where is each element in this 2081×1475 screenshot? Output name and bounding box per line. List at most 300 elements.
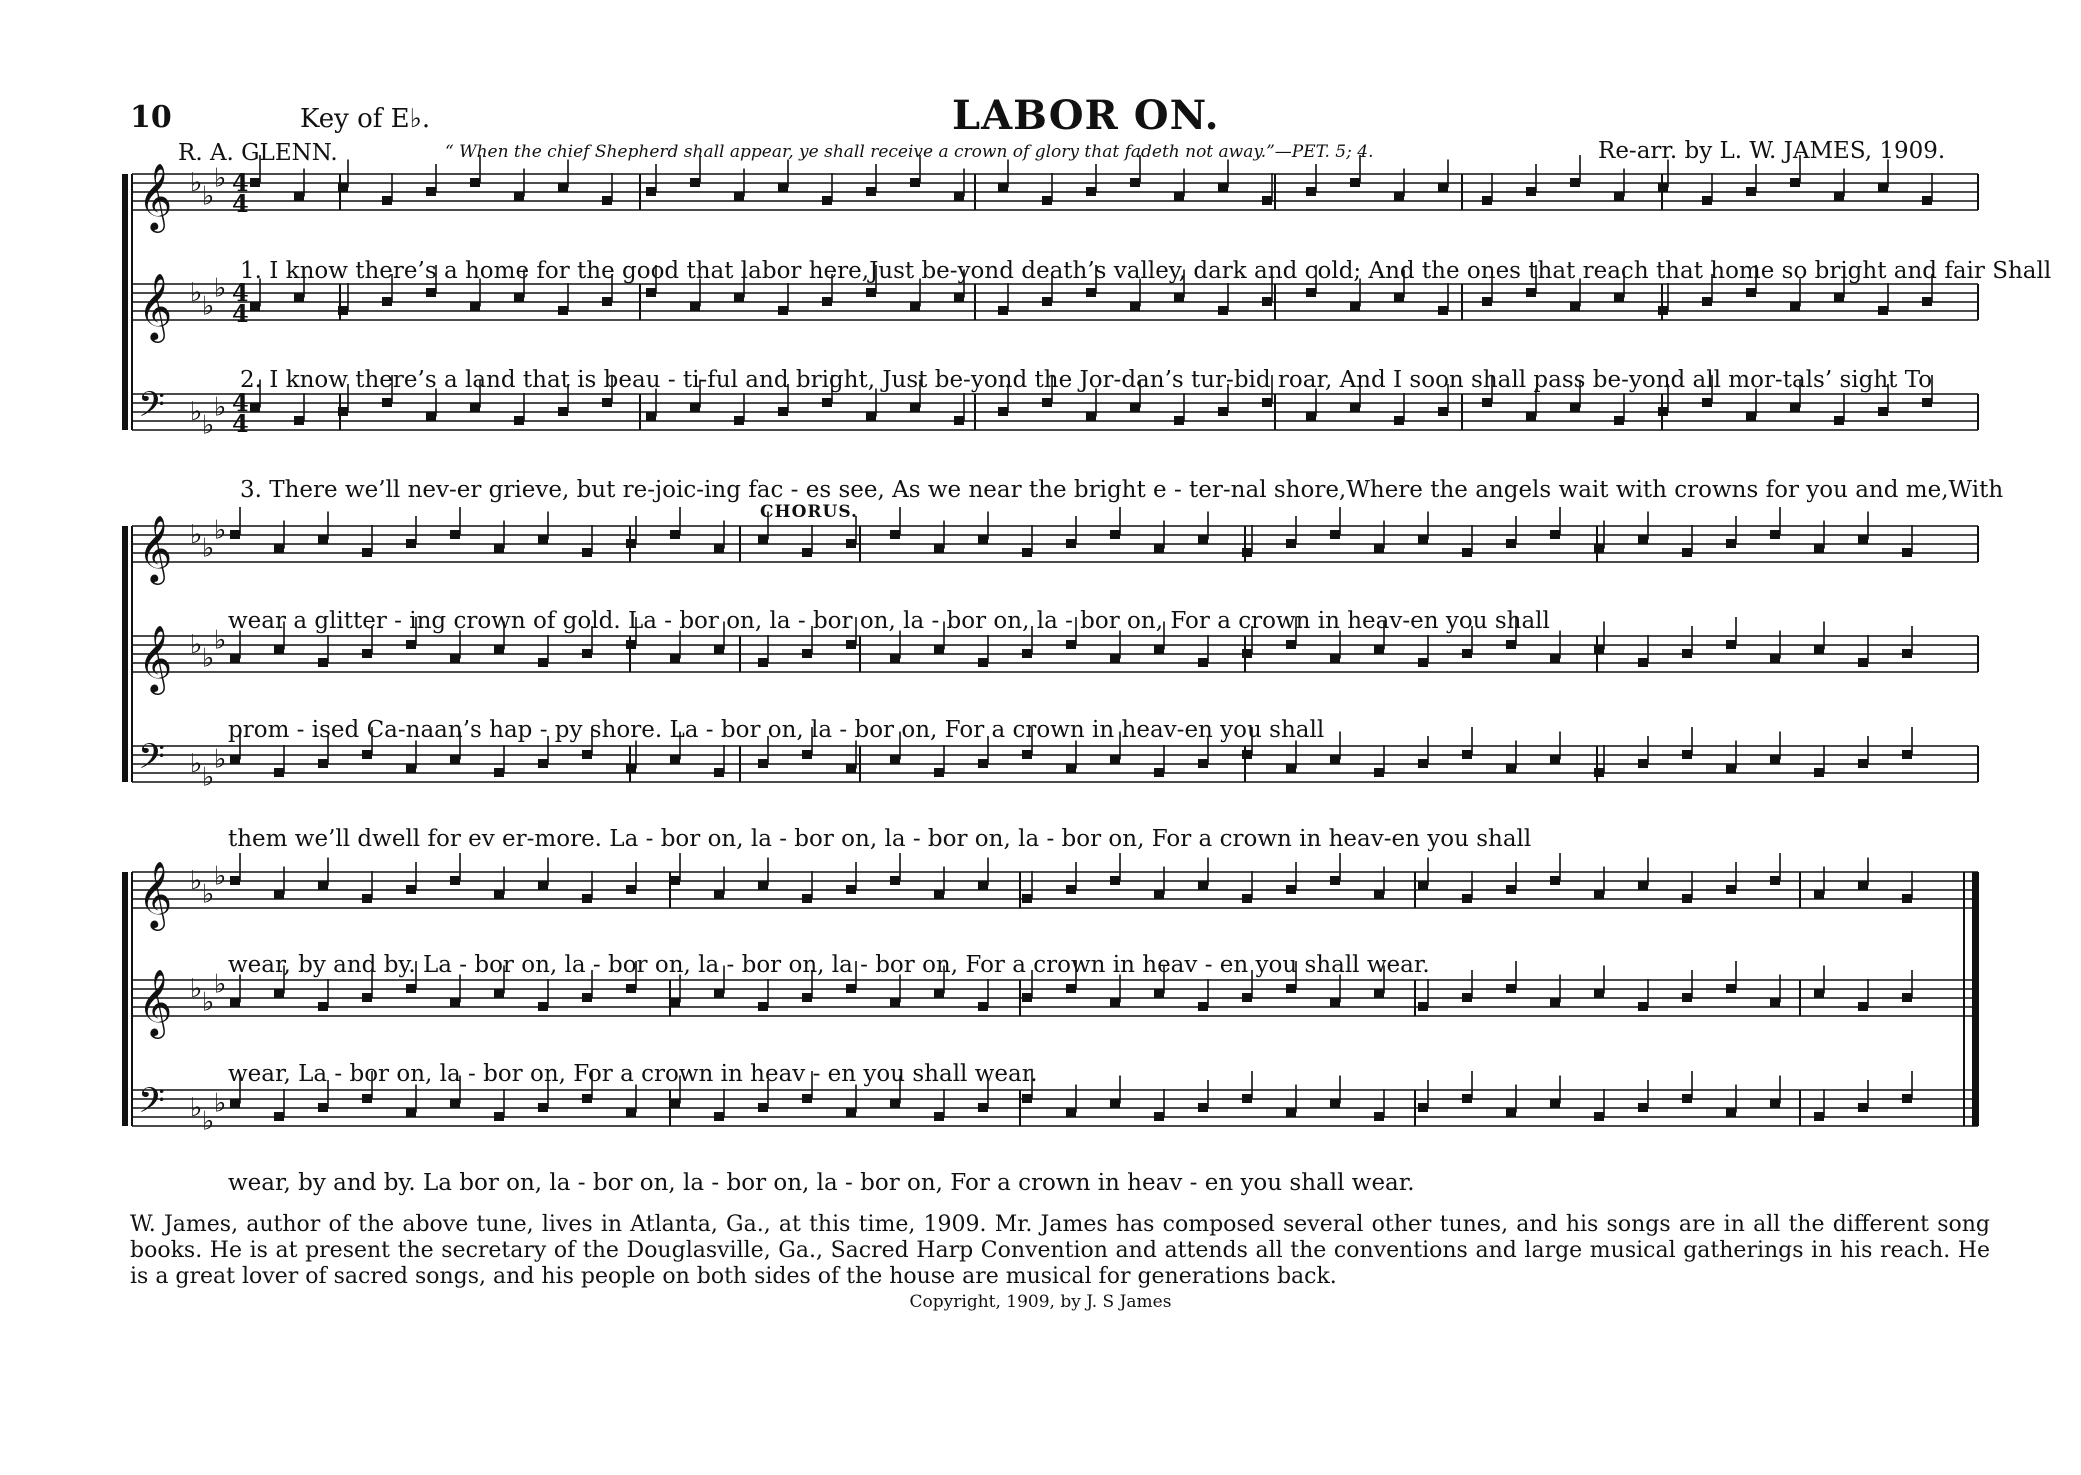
note-head: [1902, 894, 1912, 903]
note-head: [1110, 998, 1120, 1007]
note-head: [1418, 759, 1428, 768]
note-head: [1066, 885, 1076, 894]
note-head: [1814, 544, 1824, 553]
note-head: [1462, 1094, 1472, 1103]
note-head: [1682, 548, 1692, 557]
note-head: [890, 998, 900, 1007]
composer-biography: W. James, author of the above tune, lives in Atlanta, Ga., at this time, 1909. Mr. James has composed several other tunes, and his songs are in all the different song books. He is at present the secretary of the Douglasville, Ga., Sacred Harp Convention and attends all the conventions and large musical gatherings in his reach. He is a great lover of sacred songs, and his people on both sides of the house are musical for generations back.: [130, 1212, 1990, 1289]
note-head: [890, 755, 900, 764]
note-head: [1110, 530, 1120, 539]
note-head: [558, 407, 568, 416]
note-head: [1550, 998, 1560, 1007]
bass-clef-icon: 𝄢: [138, 1080, 166, 1129]
note-head: [250, 403, 260, 412]
note-head: [406, 885, 416, 894]
note-head: [362, 894, 372, 903]
note-head: [954, 293, 964, 302]
note-head: [250, 302, 260, 311]
note-head: [1594, 1112, 1604, 1121]
note-head: [558, 183, 568, 192]
note-head: [866, 288, 876, 297]
lyric-line-verse-2: 2. I know there’s a land that is beau - ti-ful and bright, Just be-yond the Jor-dan’s tur-bid roar, And I soon shall pass be-yond all mor-tals’ sight To: [240, 367, 1933, 393]
note-head: [822, 398, 832, 407]
note-head: [626, 885, 636, 894]
note-head: [514, 293, 524, 302]
note-head: [822, 196, 832, 205]
note-head: [734, 192, 744, 201]
flat-sign-icon: ♭: [202, 533, 215, 564]
flat-sign-icon: ♭: [190, 278, 203, 308]
note-head: [998, 407, 1008, 416]
note-head: [1682, 894, 1692, 903]
lyric-line: wear a glitter - ing crown of gold. La - bor on, la - bor on, la - bor on, la - bor on, For a crown in heav-en you shall: [228, 608, 1550, 634]
note-head: [1702, 297, 1712, 306]
scripture-quote: “ When the chief Shepherd shall appear, ye shall receive a crown of glory that fadeth not away.”—PET. 5; 4.: [445, 142, 1374, 162]
note-head: [1438, 306, 1448, 315]
lyric-line: them we’ll dwell for ev er-more. La - bor on, la - bor on, la - bor on, la - bor on, For a crown in heav-en you shall: [228, 826, 1532, 852]
note-head: [1042, 398, 1052, 407]
note-head: [670, 1099, 680, 1108]
note-head: [1286, 539, 1296, 548]
note-head: [1198, 1002, 1208, 1011]
note-head: [1922, 297, 1932, 306]
note-head: [1638, 658, 1648, 667]
note-head: [1154, 890, 1164, 899]
note-head: [934, 989, 944, 998]
note-head: [362, 993, 372, 1002]
note-head: [1130, 178, 1140, 187]
note-head: [1198, 535, 1208, 544]
note-head: [382, 398, 392, 407]
note-head: [1418, 535, 1428, 544]
note-head: [1746, 288, 1756, 297]
time-signature: 4: [232, 278, 249, 307]
bass-clef-icon: 𝄢: [138, 384, 166, 433]
note-head: [758, 658, 768, 667]
note-head: [1858, 1002, 1868, 1011]
note-head: [1594, 768, 1604, 777]
note-head: [1286, 885, 1296, 894]
note-head: [978, 881, 988, 890]
note-head: [802, 649, 812, 658]
note-head: [230, 876, 240, 885]
chorus-label: CHORUS.: [760, 502, 858, 522]
note-head: [538, 1103, 548, 1112]
note-head: [1374, 1112, 1384, 1121]
note-head: [1242, 649, 1252, 658]
note-head: [362, 750, 372, 759]
note-head: [494, 989, 504, 998]
flat-sign-icon: ♭: [214, 392, 227, 423]
note-head: [1790, 302, 1800, 311]
note-head: [1682, 1094, 1692, 1103]
note-head: [494, 645, 504, 654]
note-head: [802, 750, 812, 759]
final-barline: [1972, 872, 1979, 1126]
lyric-line-verse-3: 3. There we’ll nev-er grieve, but re-joic-ing fac - es see, As we near the bright e - ter-nal shore,Where the angels wait with crowns for you and me,With: [240, 477, 2004, 503]
note-head: [362, 548, 372, 557]
note-head: [1066, 640, 1076, 649]
note-head: [1902, 548, 1912, 557]
note-head: [1022, 548, 1032, 557]
system-brace: [122, 872, 128, 1126]
note-head: [406, 984, 416, 993]
note-head: [954, 416, 964, 425]
note-head: [1330, 1099, 1340, 1108]
note-head: [802, 894, 812, 903]
note-head: [230, 654, 240, 663]
note-head: [338, 183, 348, 192]
note-head: [494, 544, 504, 553]
note-head: [846, 640, 856, 649]
note-head: [274, 768, 284, 777]
note-head: [1594, 544, 1604, 553]
time-signature: 4: [232, 299, 249, 328]
note-head: [1462, 894, 1472, 903]
note-head: [1658, 183, 1668, 192]
note-head: [1330, 755, 1340, 764]
note-head: [318, 1002, 328, 1011]
note-head: [934, 768, 944, 777]
note-head: [758, 535, 768, 544]
bass-clef-icon: 𝄢: [138, 736, 166, 785]
lyric-line: wear, La - bor on, la - bor on, For a crown in heav - en you shall wear.: [228, 1061, 1038, 1087]
time-signature: 4: [232, 168, 249, 197]
note-head: [1066, 539, 1076, 548]
note-head: [1790, 403, 1800, 412]
note-head: [1614, 416, 1624, 425]
note-head: [758, 759, 768, 768]
note-head: [1726, 984, 1736, 993]
note-head: [1110, 654, 1120, 663]
treble-clef-icon: 𝄞: [138, 968, 173, 1036]
note-head: [274, 1112, 284, 1121]
note-head: [1242, 894, 1252, 903]
note-head: [1594, 645, 1604, 654]
note-head: [450, 755, 460, 764]
note-head: [822, 297, 832, 306]
note-head: [1286, 984, 1296, 993]
note-head: [602, 398, 612, 407]
treble-clef-icon: 𝄞: [138, 272, 173, 340]
note-head: [1394, 192, 1404, 201]
note-head: [998, 306, 1008, 315]
note-head: [1834, 192, 1844, 201]
note-head: [1526, 288, 1536, 297]
note-head: [1638, 535, 1648, 544]
note-head: [1022, 1094, 1032, 1103]
note-head: [1110, 1099, 1120, 1108]
note-head: [1086, 288, 1096, 297]
note-head: [1086, 412, 1096, 421]
note-head: [1682, 649, 1692, 658]
note-head: [1022, 649, 1032, 658]
note-head: [1130, 403, 1140, 412]
note-head: [1878, 407, 1888, 416]
note-head: [626, 984, 636, 993]
note-head: [910, 302, 920, 311]
note-head: [1550, 654, 1560, 663]
note-head: [1770, 998, 1780, 1007]
note-head: [802, 548, 812, 557]
note-head: [978, 1002, 988, 1011]
note-head: [890, 654, 900, 663]
note-head: [670, 530, 680, 539]
note-head: [910, 178, 920, 187]
note-head: [1638, 1002, 1648, 1011]
note-head: [1066, 1108, 1076, 1117]
note-head: [714, 544, 724, 553]
note-head: [846, 885, 856, 894]
note-head: [1770, 1099, 1780, 1108]
note-head: [470, 178, 480, 187]
note-head: [1198, 1103, 1208, 1112]
song-title: LABOR ON.: [952, 92, 1220, 139]
note-head: [1374, 890, 1384, 899]
system-brace: [122, 174, 128, 430]
lyric-line: wear, by and by. La - bor on, la - bor on, la - bor on, la - bor on, For a crown in heav - en you shall wear.: [228, 952, 1430, 978]
note-head: [1394, 416, 1404, 425]
flat-sign-icon: ♭: [202, 410, 215, 441]
note-head: [1330, 876, 1340, 885]
note-head: [450, 876, 460, 885]
note-head: [1858, 759, 1868, 768]
note-head: [274, 645, 284, 654]
treble-clef-icon: 𝄞: [138, 514, 173, 582]
note-head: [846, 539, 856, 548]
note-head: [1726, 764, 1736, 773]
note-head: [274, 890, 284, 899]
note-head: [318, 759, 328, 768]
note-head: [1614, 293, 1624, 302]
note-head: [1218, 407, 1228, 416]
note-head: [1330, 530, 1340, 539]
note-head: [1594, 890, 1604, 899]
note-head: [1550, 1099, 1560, 1108]
note-head: [1746, 187, 1756, 196]
note-head: [1462, 993, 1472, 1002]
note-head: [1594, 989, 1604, 998]
note-head: [646, 187, 656, 196]
note-head: [910, 403, 920, 412]
note-head: [934, 890, 944, 899]
note-head: [1570, 403, 1580, 412]
note-head: [646, 412, 656, 421]
note-head: [406, 640, 416, 649]
note-head: [538, 759, 548, 768]
note-head: [1702, 398, 1712, 407]
note-head: [1154, 768, 1164, 777]
note-head: [1878, 183, 1888, 192]
arranger-credit: Re-arr. by L. W. JAMES, 1909.: [1598, 138, 1946, 164]
note-head: [626, 1108, 636, 1117]
note-head: [1858, 1103, 1868, 1112]
flat-sign-icon: ♭: [190, 520, 203, 550]
note-head: [1198, 658, 1208, 667]
note-head: [714, 1112, 724, 1121]
note-head: [582, 894, 592, 903]
note-head: [382, 196, 392, 205]
note-head: [778, 306, 788, 315]
note-head: [1198, 759, 1208, 768]
note-head: [450, 998, 460, 1007]
note-head: [1174, 192, 1184, 201]
note-head: [582, 750, 592, 759]
note-head: [1506, 539, 1516, 548]
note-head: [1374, 544, 1384, 553]
note-head: [1614, 192, 1624, 201]
flat-sign-icon: ♭: [190, 749, 203, 779]
note-head: [1506, 885, 1516, 894]
note-head: [1418, 1002, 1428, 1011]
note-head: [802, 993, 812, 1002]
note-head: [230, 755, 240, 764]
note-head: [846, 764, 856, 773]
flat-sign-icon: ♭: [214, 625, 227, 656]
note-head: [1658, 407, 1668, 416]
note-head: [890, 1099, 900, 1108]
note-head: [1438, 407, 1448, 416]
note-head: [1286, 1108, 1296, 1117]
note-head: [1374, 768, 1384, 777]
note-head: [274, 989, 284, 998]
note-head: [1506, 984, 1516, 993]
treble-clef-icon: 𝄞: [138, 860, 173, 928]
note-head: [1242, 548, 1252, 557]
note-head: [1858, 535, 1868, 544]
note-head: [1350, 403, 1360, 412]
note-head: [582, 649, 592, 658]
note-head: [1086, 187, 1096, 196]
note-head: [230, 1099, 240, 1108]
note-head: [1066, 764, 1076, 773]
note-head: [1550, 530, 1560, 539]
note-head: [406, 764, 416, 773]
note-head: [1286, 764, 1296, 773]
note-head: [1418, 881, 1428, 890]
note-head: [1154, 544, 1164, 553]
note-head: [758, 1002, 768, 1011]
note-head: [1726, 885, 1736, 894]
flat-sign-icon: ♭: [214, 515, 227, 546]
note-head: [1638, 1103, 1648, 1112]
note-head: [1374, 989, 1384, 998]
note-head: [318, 658, 328, 667]
note-head: [1526, 412, 1536, 421]
note-head: [626, 640, 636, 649]
note-head: [1042, 196, 1052, 205]
note-head: [1198, 881, 1208, 890]
note-head: [1638, 881, 1648, 890]
note-head: [1814, 1112, 1824, 1121]
note-head: [1834, 293, 1844, 302]
flat-sign-icon: ♭: [202, 291, 215, 322]
note-head: [318, 535, 328, 544]
note-head: [470, 403, 480, 412]
note-head: [802, 1094, 812, 1103]
note-head: [538, 658, 548, 667]
treble-clef-icon: 𝄞: [138, 624, 173, 692]
note-head: [690, 302, 700, 311]
note-head: [494, 768, 504, 777]
note-head: [450, 1099, 460, 1108]
note-head: [690, 403, 700, 412]
note-head: [1902, 1094, 1912, 1103]
note-head: [714, 890, 724, 899]
note-head: [1858, 881, 1868, 890]
note-head: [362, 1094, 372, 1103]
note-head: [1550, 876, 1560, 885]
lyric-line: prom - ised Ca-naan’s hap - py shore. La - bor on, la - bor on, For a crown in heav-en you shall: [228, 717, 1325, 743]
note-head: [558, 306, 568, 315]
note-head: [1154, 989, 1164, 998]
note-head: [1374, 645, 1384, 654]
note-head: [1746, 412, 1756, 421]
note-head: [1110, 755, 1120, 764]
treble-clef-icon: 𝄞: [138, 162, 173, 230]
note-head: [602, 297, 612, 306]
note-head: [934, 544, 944, 553]
note-head: [866, 412, 876, 421]
note-head: [1242, 1094, 1252, 1103]
note-head: [318, 881, 328, 890]
note-head: [1770, 876, 1780, 885]
note-head: [1790, 178, 1800, 187]
note-head: [670, 876, 680, 885]
time-signature: 4: [232, 409, 249, 438]
note-head: [954, 192, 964, 201]
system-brace: [122, 526, 128, 782]
note-head: [406, 539, 416, 548]
note-head: [426, 412, 436, 421]
flat-sign-icon: ♭: [214, 1088, 227, 1119]
note-head: [1482, 196, 1492, 205]
note-head: [494, 890, 504, 899]
note-head: [1682, 993, 1692, 1002]
note-head: [582, 1094, 592, 1103]
flat-sign-icon: ♭: [190, 630, 203, 660]
note-head: [1242, 993, 1252, 1002]
note-head: [274, 544, 284, 553]
flat-sign-icon: ♭: [190, 168, 203, 198]
author-credit: R. A. GLENN.: [178, 140, 338, 166]
note-head: [1878, 306, 1888, 315]
lyric-line: wear, by and by. La bor on, la - bor on, la - bor on, la - bor on, For a crown in heav - en you shall wear.: [228, 1170, 1415, 1196]
note-head: [1922, 196, 1932, 205]
note-head: [470, 302, 480, 311]
note-head: [230, 998, 240, 1007]
note-head: [758, 1103, 768, 1112]
note-head: [1306, 288, 1316, 297]
note-head: [362, 649, 372, 658]
note-head: [998, 183, 1008, 192]
note-head: [426, 187, 436, 196]
note-head: [1330, 998, 1340, 1007]
note-head: [602, 196, 612, 205]
note-head: [934, 645, 944, 654]
note-head: [1306, 412, 1316, 421]
note-head: [1022, 993, 1032, 1002]
note-head: [1814, 768, 1824, 777]
note-head: [646, 288, 656, 297]
note-head: [406, 1108, 416, 1117]
flat-sign-icon: ♭: [190, 397, 203, 427]
note-head: [1262, 297, 1272, 306]
note-head: [1702, 196, 1712, 205]
note-head: [582, 993, 592, 1002]
note-head: [1814, 645, 1824, 654]
note-head: [978, 1103, 988, 1112]
